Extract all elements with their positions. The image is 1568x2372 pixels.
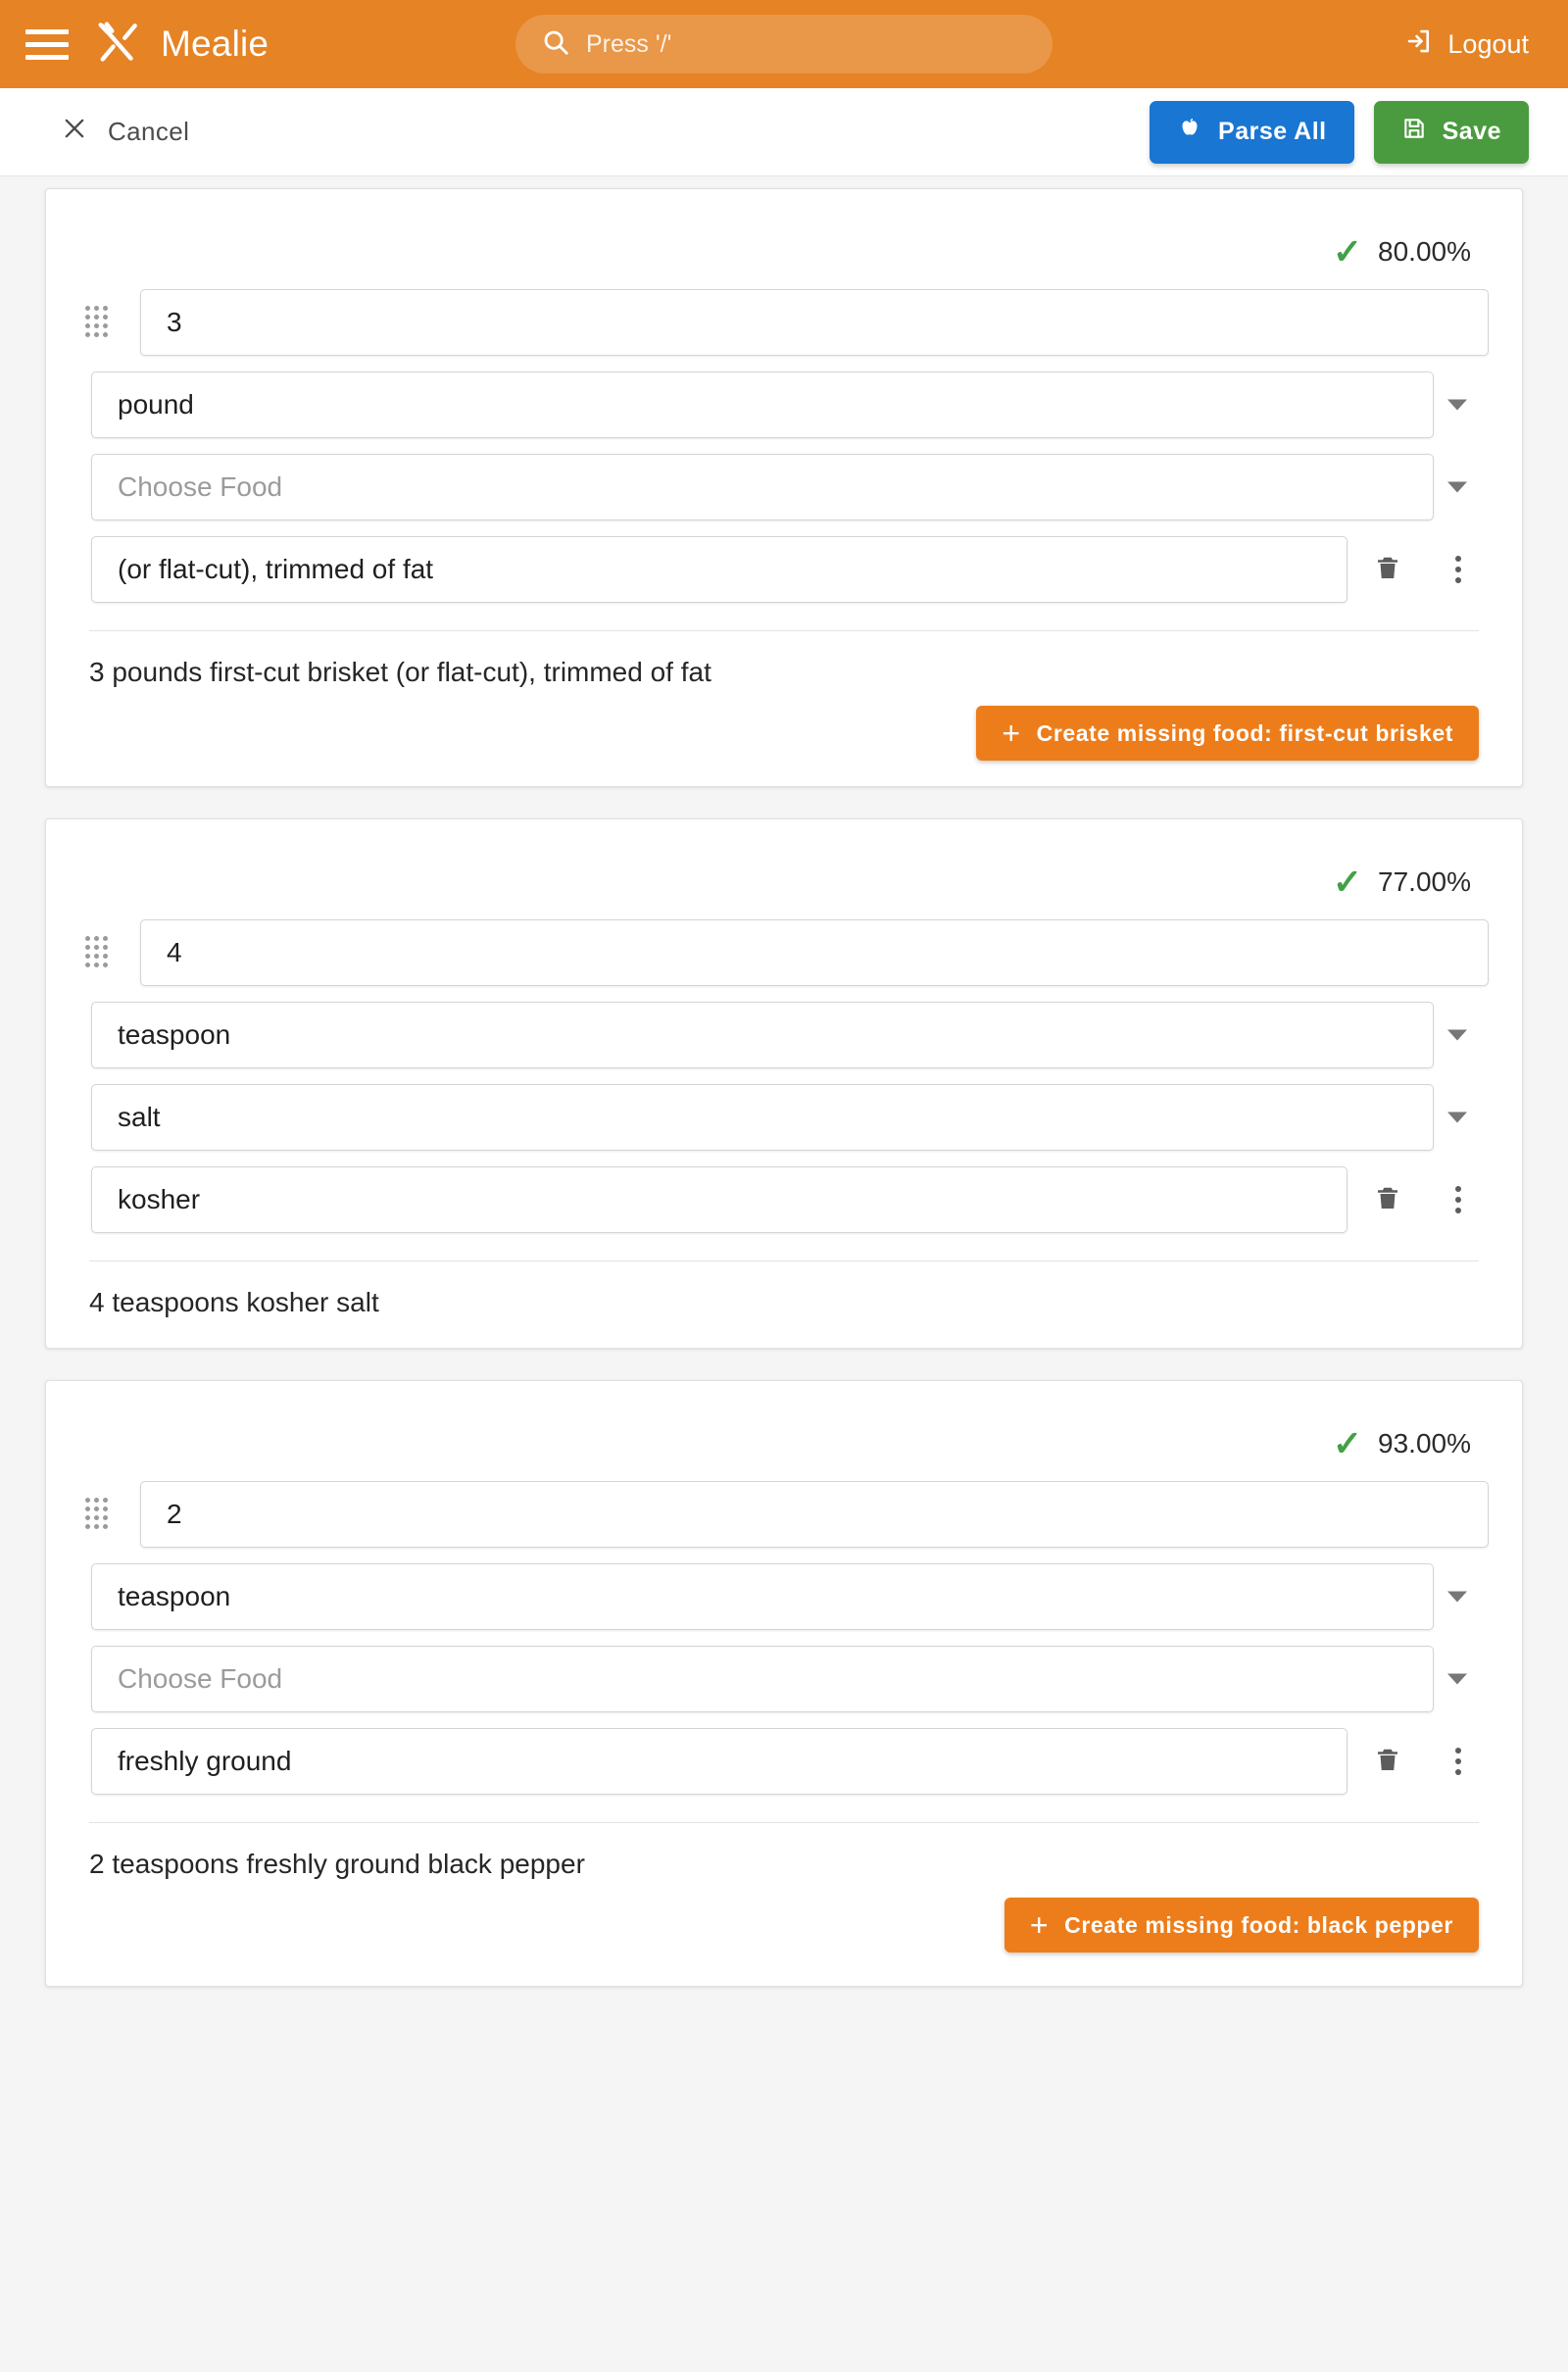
search-input[interactable]	[515, 15, 1053, 74]
chevron-down-icon	[1447, 400, 1467, 411]
food-row	[79, 1084, 1489, 1151]
check-icon: ✓	[1332, 231, 1363, 272]
food-value: Choose Food	[91, 454, 1434, 520]
create-missing-food-button[interactable]	[1004, 1898, 1479, 1952]
unit-select[interactable]	[91, 1002, 1489, 1068]
food-value: Choose Food	[91, 1646, 1434, 1712]
unit-row	[79, 1002, 1489, 1068]
note-row	[79, 536, 1489, 603]
floppy-disk-icon	[1401, 116, 1427, 148]
note-input[interactable]: kosher	[91, 1166, 1348, 1233]
ingredient-card	[45, 1380, 1523, 1987]
food-select[interactable]	[91, 1084, 1489, 1151]
delete-ingredient-button[interactable]	[1357, 539, 1418, 600]
original-text: 4 teaspoons kosher salt	[89, 1287, 379, 1317]
quantity-row	[79, 279, 1489, 356]
apple-icon	[1177, 116, 1202, 148]
logout-icon	[1404, 26, 1434, 63]
original-text: 2 teaspoons freshly ground black pepper	[89, 1849, 585, 1879]
confidence-row	[79, 847, 1489, 910]
ingredient-card	[45, 188, 1523, 787]
ingredient-list	[0, 176, 1568, 1987]
note-input[interactable]: (or flat-cut), trimmed of fat	[91, 536, 1348, 603]
trash-icon	[1373, 1184, 1402, 1216]
create-missing-food-label: Create missing food: first-cut brisket	[1036, 719, 1453, 746]
quantity-input[interactable]: 4	[140, 919, 1489, 986]
search-icon	[541, 27, 570, 62]
ingredient-more-button[interactable]	[1428, 539, 1489, 600]
note-input[interactable]: freshly ground	[91, 1728, 1348, 1795]
confidence-value: 80.00%	[1378, 236, 1471, 267]
create-food-row	[79, 692, 1489, 761]
more-vertical-icon	[1455, 556, 1461, 583]
ingredient-more-button[interactable]	[1428, 1731, 1489, 1792]
drag-handle-icon[interactable]	[85, 306, 115, 339]
plus-icon: +	[1002, 716, 1021, 751]
confidence-value: 93.00%	[1378, 1428, 1471, 1458]
toolbar-actions	[1150, 101, 1529, 164]
chevron-down-icon	[1447, 1592, 1467, 1603]
unit-value: teaspoon	[91, 1002, 1434, 1068]
note-row	[79, 1728, 1489, 1795]
quantity-input[interactable]: 3	[140, 289, 1489, 356]
logout-label: Logout	[1447, 28, 1529, 59]
chevron-down-icon	[1447, 1674, 1467, 1685]
cancel-label: Cancel	[108, 117, 190, 146]
trash-icon	[1373, 554, 1402, 586]
food-select[interactable]	[91, 454, 1489, 520]
fork-knife-logo-icon	[92, 18, 145, 71]
app-title: Mealie	[161, 24, 270, 64]
check-icon: ✓	[1332, 1423, 1363, 1463]
note-row	[79, 1166, 1489, 1233]
check-icon: ✓	[1332, 862, 1363, 902]
trash-icon	[1373, 1746, 1402, 1778]
quantity-input[interactable]: 2	[140, 1481, 1489, 1548]
quantity-row	[79, 1471, 1489, 1548]
food-value: salt	[91, 1084, 1434, 1151]
drag-handle-icon[interactable]	[85, 1498, 115, 1531]
parse-all-label: Parse All	[1218, 118, 1327, 145]
hamburger-menu-icon[interactable]	[25, 22, 71, 67]
chevron-down-icon	[1447, 482, 1467, 493]
confidence-value: 77.00%	[1378, 866, 1471, 897]
confidence-row	[79, 1408, 1489, 1471]
close-icon	[61, 115, 88, 149]
editor-toolbar	[0, 88, 1568, 176]
chevron-down-icon	[1447, 1112, 1467, 1123]
unit-value: teaspoon	[91, 1563, 1434, 1630]
plus-icon: +	[1029, 1907, 1050, 1943]
ingredient-more-button[interactable]	[1428, 1169, 1489, 1230]
original-text: 3 pounds first-cut brisket (or flat-cut), trimmed of fat	[89, 657, 711, 687]
create-missing-food-label: Create missing food: black pepper	[1064, 1911, 1453, 1938]
unit-select[interactable]	[91, 1563, 1489, 1630]
food-row	[79, 454, 1489, 520]
app-bar	[0, 0, 1568, 88]
delete-ingredient-button[interactable]	[1357, 1731, 1418, 1792]
more-vertical-icon	[1455, 1748, 1461, 1775]
food-row	[79, 1646, 1489, 1712]
search-placeholder: Press '/'	[586, 29, 672, 58]
ingredient-card	[45, 818, 1523, 1349]
save-label: Save	[1442, 118, 1501, 145]
unit-row	[79, 1563, 1489, 1630]
delete-ingredient-button[interactable]	[1357, 1169, 1418, 1230]
cancel-button[interactable]	[57, 105, 193, 159]
more-vertical-icon	[1455, 1186, 1461, 1213]
unit-row	[79, 371, 1489, 438]
quantity-row	[79, 910, 1489, 986]
unit-value: pound	[91, 371, 1434, 438]
food-select[interactable]	[91, 1646, 1489, 1712]
create-missing-food-button[interactable]	[976, 706, 1479, 761]
drag-handle-icon[interactable]	[85, 936, 115, 969]
parse-all-button[interactable]	[1150, 101, 1354, 164]
create-food-row	[79, 1884, 1489, 1952]
unit-select[interactable]	[91, 371, 1489, 438]
save-button[interactable]	[1374, 101, 1529, 164]
logout-button[interactable]	[1404, 26, 1543, 63]
chevron-down-icon	[1447, 1030, 1467, 1041]
confidence-row	[79, 217, 1489, 279]
